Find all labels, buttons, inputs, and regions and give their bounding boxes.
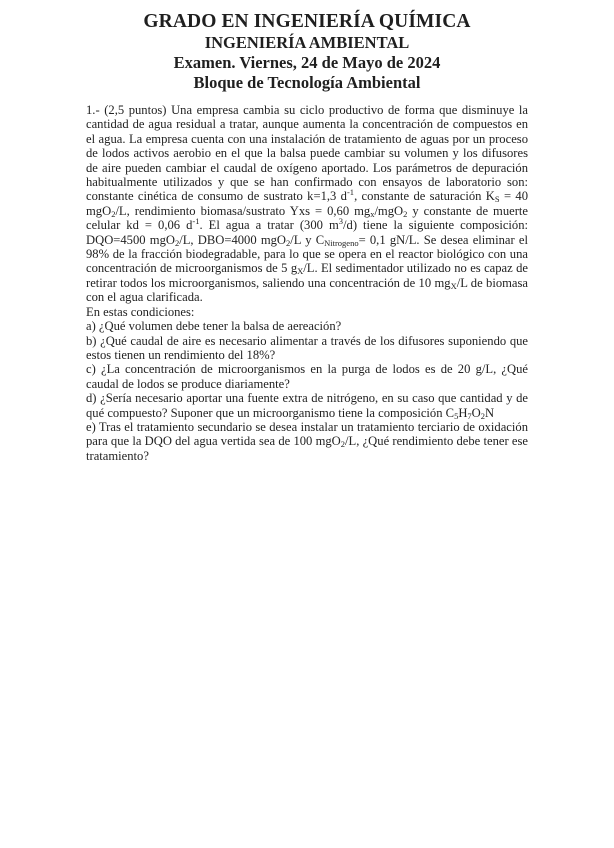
degree-title: GRADO EN INGENIERÍA QUÍMICA [143,11,471,32]
block-title: Bloque de Tecnología Ambiental [193,73,421,92]
problem-intro: 1.- (2,5 puntos) Una empresa cambia su ciclo productivo de forma que disminuye la cantidad de agua residual a tratar, aunque aumenta la concentración de compuestos en el agua. La empresa cuenta con una instalación de tratamiento de aguas por un proceso de lodos activos aerobio en el que la balsa puede cambiar su volumen y los difusores de aire pueden cambiar el caudal de oxígeno aportado. Los parámetros de depuración habitualmente utilizados y que se han confirmado con ensayos de laboratorio son: constante cinética de consumo de sustrato k=1,3 $d^{-1}$, constante de saturación $K_S = 40$ mgO$_2$/L, rendimiento biomasa/sustrato Yxs = 0,60 $mg_x/mgO_2$ y constante de muerte celular kd = 0,06 $d^{-1}$. El agua a tratar (300 $m^3/d$) tiene la siguiente composición: DQO=4500 mgO$_2$/L, DBO=4000 mgO$_2$/L y $C_{Nitrogeno}= 0,1$ gN/L. Se desea eliminar el 98% de la fracción biodegradable, para lo que se opera en el reactor biológico con una concentración de microorganismos de 5 $g_X/L$. El sedimentador utilizado no es capaz de retirar todos los microorganismos, saliendo una concentración de 10 $mg_X/L$ de biomasa con el agua clarificada. [86,103,529,305]
subject-title: INGENIERÍA AMBIENTAL [204,33,410,52]
question-c: c) ¿La concentración de microorganismos en la purga de lodos es de 20 g/L, ¿Qué caudal de lodos se produce diariamente? [86,362,528,391]
question-b: b) ¿Qué caudal de aire es necesario alimentar a través de los difusores suponiendo que estos tienen un rendimiento del 18%? [86,333,528,362]
question-e: e) Tras el tratamiento secundario se desea instalar un tratamiento terciario de oxidación para que la DQO del agua vertida sea de 100 mgO$_2$/L, ¿Qué rendimiento debe tener ese tratamiento? [86,419,528,463]
question-a: a) ¿Qué volumen debe tener la balsa de aereación? [86,319,342,334]
exam-header [86,0,528,93]
conditions-label: En estas condiciones: [86,304,195,319]
exam-date: Examen. Viernes, 24 de Mayo de 2024 [173,53,441,72]
question-d: d) ¿Sería necesario aportar una fuente extra de nitrógeno, en su caso que cantidad y de qué compuesto? Suponer que un microorganismo tiene la composición $C_5H_7O_2N$ [86,391,528,421]
problem-statement [86,103,528,463]
